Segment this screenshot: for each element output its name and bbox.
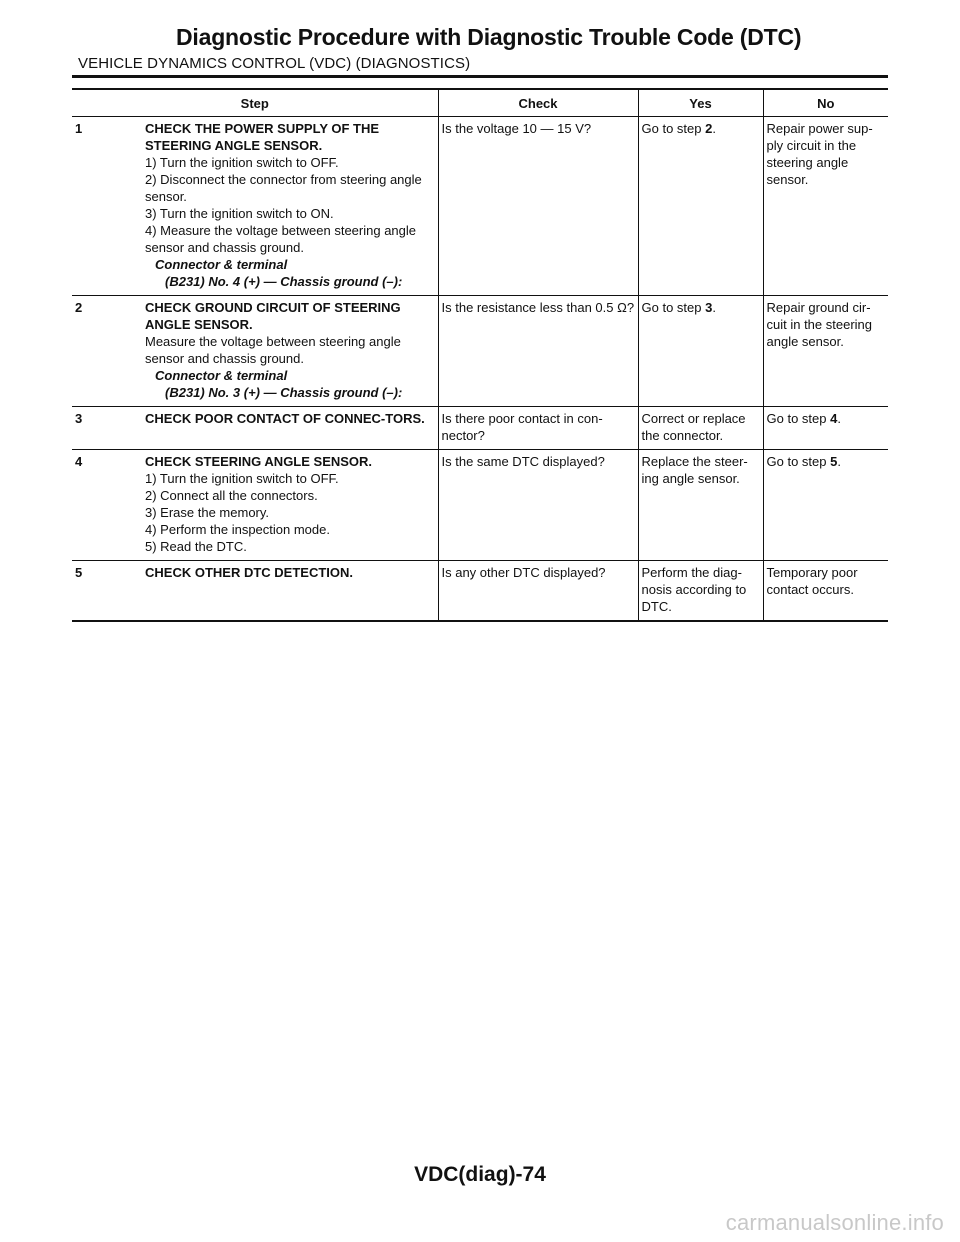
step-cell [72, 407, 438, 450]
step-body [145, 299, 435, 401]
no-cell: Temporary poor contact occurs. [763, 561, 888, 622]
step-body [145, 120, 435, 290]
step-instruction: 1) Turn the ignition switch to OFF. [145, 471, 339, 486]
watermark: carmanualsonline.info [725, 1210, 944, 1235]
connector-label: Connector & terminal [155, 368, 288, 383]
no-step-ref: 5 [830, 454, 838, 469]
check-cell: Is any other DTC displayed? [438, 561, 638, 622]
step-instruction: 4) Measure the voltage between steering angle sensor and chassis ground. [145, 223, 417, 255]
step-instruction: 2) Disconnect the connector from steering angle sensor. [145, 172, 422, 204]
step-body [145, 410, 435, 427]
step-number: 5 [75, 565, 83, 580]
connector-value: (B231) No. 4 (+) — Chassis ground (–): [165, 274, 403, 289]
check-cell: Is the resistance less than 0.5 Ω? [438, 296, 638, 407]
connector-value: (B231) No. 3 (+) — Chassis ground (–): [165, 385, 403, 400]
table-row [72, 450, 888, 561]
no-cell [763, 407, 888, 450]
step-instruction: Measure the voltage between steering angle sensor and chassis ground. [145, 334, 401, 366]
step-cell [72, 561, 438, 622]
table-row [72, 296, 888, 407]
step-instruction: 1) Turn the ignition switch to OFF. [145, 155, 339, 170]
step-instruction: 3) Turn the ignition switch to ON. [145, 206, 334, 221]
step-body [145, 564, 435, 581]
yes-cell [638, 117, 763, 296]
step-heading: CHECK GROUND CIRCUIT OF STEERING ANGLE SENSOR. [145, 300, 401, 332]
step-cell [72, 117, 438, 296]
step-heading: CHECK POOR CONTACT OF CONNEC-TORS. [145, 411, 425, 426]
check-cell: Is there poor contact in con-nector? [438, 407, 638, 450]
connector-label: Connector & terminal [155, 257, 288, 272]
step-number: 4 [75, 454, 83, 469]
no-cell [763, 450, 888, 561]
step-instruction: 2) Connect all the connectors. [145, 488, 318, 503]
step-instruction: 3) Erase the memory. [145, 505, 270, 520]
table-header-row [72, 89, 888, 117]
check-cell: Is the same DTC displayed? [438, 450, 638, 561]
diagnostic-procedure-table [72, 88, 888, 622]
yes-cell: Perform the diag-nosis according to DTC. [638, 561, 763, 622]
no-cell: Repair power sup-ply circuit in the steering angle sensor. [763, 117, 888, 296]
step-instruction: 4) Perform the inspection mode. [145, 522, 330, 537]
yes-text: Go to step [641, 300, 706, 315]
no-cell: Repair ground cir-cuit in the steering angle sensor. [763, 296, 888, 407]
step-heading: CHECK STEERING ANGLE SENSOR. [145, 454, 373, 469]
step-cell [72, 450, 438, 561]
step-heading: CHECK OTHER DTC DETECTION. [145, 565, 353, 580]
step-body [145, 453, 435, 555]
yes-suffix: . [712, 121, 716, 136]
yes-text: Go to step [641, 121, 706, 136]
page-title: Diagnostic Procedure with Diagnostic Trouble Code (DTC) [176, 24, 802, 50]
yes-step-ref: 2 [705, 121, 713, 136]
yes-suffix: . [712, 300, 716, 315]
table-row [72, 117, 888, 296]
step-number: 2 [75, 300, 83, 315]
step-instruction: 5) Read the DTC. [145, 539, 247, 554]
title-rule [72, 75, 888, 78]
no-suffix: . [837, 454, 841, 469]
step-heading: CHECK THE POWER SUPPLY OF THE STEERING ANGLE SENSOR. [145, 121, 380, 153]
column-header-no: No [763, 89, 888, 117]
yes-step-ref: 3 [705, 300, 713, 315]
yes-cell: Replace the steer-ing angle sensor. [638, 450, 763, 561]
step-cell [72, 296, 438, 407]
page-number: VDC(diag)-74 [414, 1163, 546, 1186]
yes-cell: Correct or replace the connector. [638, 407, 763, 450]
no-suffix: . [837, 411, 841, 426]
column-header-yes: Yes [638, 89, 763, 117]
no-text: Go to step [766, 454, 831, 469]
column-header-check: Check [438, 89, 638, 117]
table-row [72, 561, 888, 622]
check-cell: Is the voltage 10 — 15 V? [438, 117, 638, 296]
no-step-ref: 4 [830, 411, 838, 426]
step-number: 3 [75, 411, 83, 426]
yes-cell [638, 296, 763, 407]
table-row [72, 407, 888, 450]
no-text: Go to step [766, 411, 831, 426]
step-number: 1 [75, 121, 83, 136]
section-title: VEHICLE DYNAMICS CONTROL (VDC) (DIAGNOSTICS) [78, 55, 471, 72]
column-header-step: Step [72, 89, 438, 117]
